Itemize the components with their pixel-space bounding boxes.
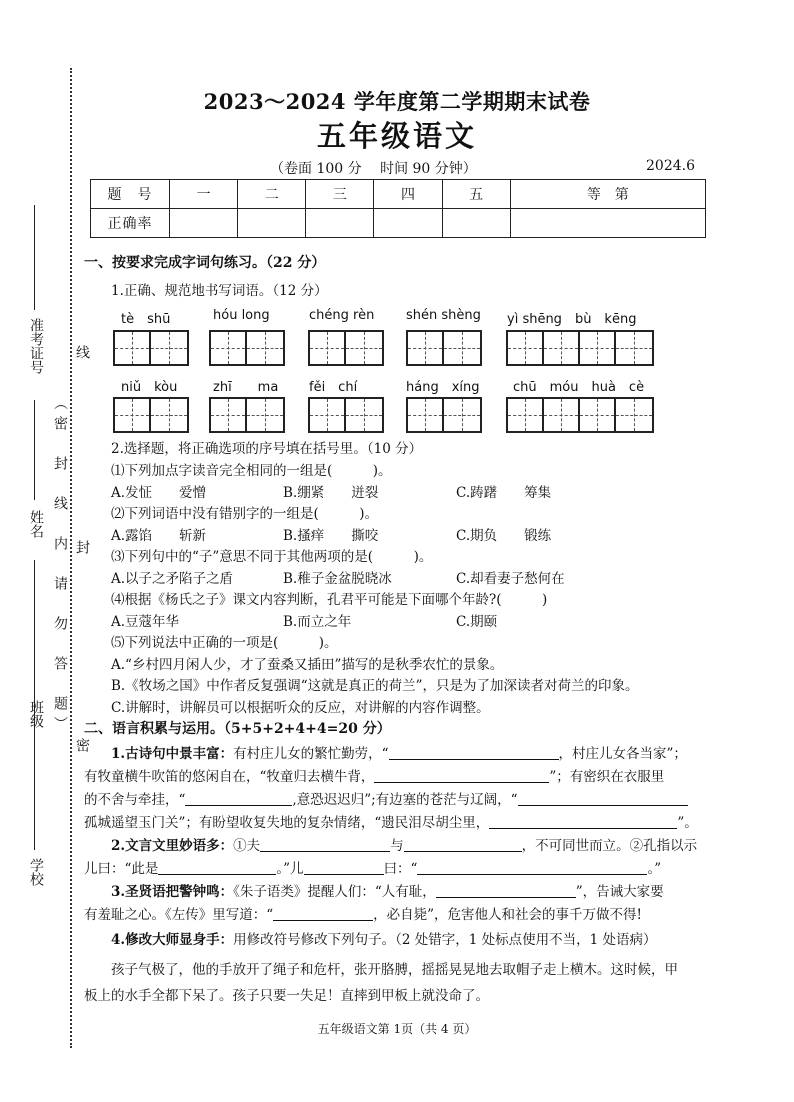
answer-blank[interactable] bbox=[489, 814, 677, 829]
q2-4-opt-c: C.期颐 bbox=[456, 614, 498, 630]
q2-1-stem: ⑴下列加点字读音完全相同的一组是( )。 bbox=[111, 463, 392, 479]
score-header-cell: 题 号 bbox=[91, 180, 170, 209]
q2-4-opt-a: A.豆蔻年华 bbox=[111, 614, 180, 630]
q2-5-stem: ⑸下列说法中正确的一项是( )。 bbox=[111, 635, 338, 651]
side-seal-notice: （密 封 线 内 请 勿 答 题） bbox=[52, 396, 68, 736]
score-cell[interactable] bbox=[170, 209, 238, 238]
writing-box[interactable] bbox=[308, 330, 384, 366]
score-rate-row bbox=[91, 209, 706, 238]
subject-title: 五年级语文 bbox=[316, 119, 477, 153]
side-name-line[interactable] bbox=[34, 400, 35, 500]
text: 的不舍与牵挂，“ bbox=[84, 792, 186, 808]
pinyin-3: chéng rèn bbox=[309, 308, 375, 323]
side-name-label: 姓名 bbox=[28, 510, 44, 538]
score-cell[interactable] bbox=[442, 209, 510, 238]
text: 有牧童横牛吹笛的悠闲自在，“牧童归去横牛背， bbox=[84, 769, 375, 785]
q2-2-opt-a: A.露馅 斩新 bbox=[111, 528, 207, 544]
q2-3-stem: ⑶下列句中的“子”意思不同于其他两项的是( )。 bbox=[111, 549, 433, 565]
s2-q4-passage-1: 孩子气极了，他的手放开了绳子和危杆，张开胳膊，摇摇晃晃地去取帽子走上横木。这时候，甲 bbox=[111, 962, 678, 978]
page-footer: 五年级语文第 1页（共 4 页） bbox=[317, 1022, 477, 1036]
text: 曰：“ bbox=[383, 861, 418, 877]
side-exam-no-label: 准考证号 bbox=[28, 318, 44, 374]
section2-title: 二、语言积累与运用。（5+5+2+4+4=20 分） bbox=[84, 721, 391, 737]
binding-dotted-line bbox=[70, 68, 72, 1048]
text: 。”儿 bbox=[276, 861, 304, 877]
text: ，不可同世而立。②孔指以示 bbox=[521, 838, 698, 854]
pinyin-2: hóu long bbox=[213, 308, 270, 323]
writing-box[interactable] bbox=[406, 397, 482, 433]
text: 与 bbox=[390, 838, 404, 854]
pinyin-10: chū móu huà cè bbox=[513, 380, 645, 395]
answer-blank[interactable] bbox=[374, 768, 549, 783]
answer-blank[interactable] bbox=[158, 860, 276, 875]
text: 儿曰：“此是 bbox=[84, 861, 159, 877]
exam-title: 2023～2024 学年度第二学期期末试卷 bbox=[203, 89, 591, 114]
pinyin-7: zhī ma bbox=[213, 380, 279, 395]
q2-2-opt-b: B.搔痒 撕咬 bbox=[283, 528, 379, 544]
score-table bbox=[90, 179, 706, 238]
side-exam-no-line[interactable] bbox=[34, 205, 35, 310]
score-cell[interactable] bbox=[374, 209, 442, 238]
s2-q1-label: 1.古诗句中景丰富： bbox=[111, 746, 234, 762]
section1-q2: 2.选择题，将正确选项的序号填在括号里。（10 分） bbox=[111, 441, 423, 457]
text: 有村庄儿女的繁忙勤劳，“ bbox=[233, 746, 389, 762]
answer-blank[interactable] bbox=[389, 745, 559, 760]
q2-3-opt-c: C.却看妻子愁何在 bbox=[456, 571, 565, 587]
score-header-cell: 五 bbox=[442, 180, 510, 209]
s2-q4-label: 4.修改大师显身手： bbox=[111, 932, 234, 948]
q2-3-opt-a: A.以子之矛陷子之盾 bbox=[111, 571, 234, 587]
exam-info: （卷面 100 分 时间 90 分钟） bbox=[270, 161, 477, 177]
q2-2-opt-c: C.期负 锻练 bbox=[456, 528, 552, 544]
q2-3-opt-b: B.稚子金盆脱晓冰 bbox=[283, 571, 392, 587]
side-mi: 密 bbox=[74, 738, 90, 752]
answer-blank[interactable] bbox=[304, 860, 384, 875]
side-school-label: 学校 bbox=[28, 858, 44, 886]
text: ，村庄儿女各当家”； bbox=[558, 746, 687, 762]
s2-q1-line1 bbox=[111, 742, 687, 762]
text: ①夫 bbox=[233, 838, 261, 854]
s2-q3-line1 bbox=[111, 880, 664, 900]
writing-box[interactable] bbox=[506, 330, 654, 366]
q2-4-opt-b: B.而立之年 bbox=[283, 614, 352, 630]
section1-q1: 1.正确、规范地书写词语。（12 分） bbox=[111, 283, 328, 299]
s2-q1-line4 bbox=[84, 811, 698, 831]
q2-2-stem: ⑵下列词语中没有错别字的一组是( )。 bbox=[111, 506, 379, 522]
answer-blank[interactable] bbox=[417, 860, 647, 875]
writing-box[interactable] bbox=[308, 397, 384, 433]
writing-box[interactable] bbox=[209, 397, 285, 433]
s2-q2-label: 2.文言文里妙语多： bbox=[111, 838, 234, 854]
answer-blank[interactable] bbox=[404, 837, 522, 852]
score-header-cell: 一 bbox=[170, 180, 238, 209]
s2-q3-line2 bbox=[84, 903, 642, 923]
answer-blank[interactable] bbox=[436, 883, 576, 898]
q2-1-opt-a: A.发怔 爱憎 bbox=[111, 485, 207, 501]
side-class-label: 班级 bbox=[28, 700, 44, 728]
q2-1-opt-c: C.踌躇 筹集 bbox=[456, 485, 552, 501]
q2-5-opt-b: B.《牧场之国》中作者反复强调“这就是真正的荷兰”，只是为了加深读者对荷兰的印象。 bbox=[111, 678, 639, 694]
section1-title: 一、按要求完成字词句练习。（22 分） bbox=[84, 255, 326, 271]
score-cell[interactable] bbox=[238, 209, 306, 238]
score-header-row bbox=[91, 180, 706, 209]
writing-box[interactable] bbox=[113, 397, 189, 433]
answer-blank[interactable] bbox=[273, 906, 373, 921]
side-class-line[interactable] bbox=[34, 560, 35, 690]
text: ”，告诫大家要 bbox=[575, 884, 664, 900]
s2-q1-line3 bbox=[84, 788, 688, 808]
pinyin-8: fěi chí bbox=[309, 380, 358, 395]
score-cell[interactable] bbox=[510, 209, 705, 238]
pinyin-9: háng xíng bbox=[406, 380, 480, 395]
text: ，必自毙”，危害他人和社会的事千万做不得! bbox=[373, 907, 642, 923]
score-header-cell: 二 bbox=[238, 180, 306, 209]
text: 。” bbox=[647, 861, 662, 877]
writing-box[interactable] bbox=[506, 397, 654, 433]
q2-4-stem: ⑷根据《杨氏之子》课文内容判断，孔君平可能是下面哪个年龄?( ) bbox=[111, 592, 548, 608]
score-header-cell: 等 第 bbox=[510, 180, 705, 209]
pinyin-5: yì shēng bù kēng bbox=[507, 312, 637, 327]
writing-box[interactable] bbox=[113, 330, 189, 366]
text: 孤城遥望玉门关”；有盼望收复失地的复杂情绪，“遗民泪尽胡尘里， bbox=[84, 815, 490, 831]
text: 用修改符号修改下列句子。（2 处错字，1 处标点使用不当，1 处语病） bbox=[233, 932, 657, 948]
q2-5-opt-c: C.讲解时，讲解员可以根据听众的反应，对讲解的内容作调整。 bbox=[111, 700, 490, 716]
side-xian: 线 bbox=[74, 345, 90, 359]
s2-q4-passage-2: 板上的水手全都下呆了。孩子只要一失足！直摔到甲板上就没命了。 bbox=[84, 988, 489, 1004]
q2-5-opt-a: A.“乡村四月闲人少，才了蚕桑又插田”描写的是秋季农忙的景象。 bbox=[111, 657, 504, 673]
text: 《朱子语类》提醒人们：“人有耻， bbox=[233, 884, 436, 900]
s2-q1-line2 bbox=[84, 765, 664, 785]
score-header-cell: 三 bbox=[306, 180, 374, 209]
writing-box[interactable] bbox=[406, 330, 482, 366]
q2-1-opt-b: B.绷紧 迸裂 bbox=[283, 485, 379, 501]
text: ,意恐迟迟归”;有边塞的苍茫与辽阔，“ bbox=[292, 792, 518, 808]
s2-q3-label: 3.圣贤语把警钟鸣： bbox=[111, 884, 234, 900]
score-cell[interactable] bbox=[306, 209, 374, 238]
s2-q2-line1 bbox=[111, 834, 697, 854]
exam-date: 2024.6 bbox=[646, 158, 695, 174]
answer-blank[interactable] bbox=[518, 791, 688, 806]
pinyin-4: shén shèng bbox=[406, 308, 481, 323]
s2-q4-line1 bbox=[111, 928, 656, 948]
pinyin-1: tè shū bbox=[121, 312, 171, 327]
side-feng: 封 bbox=[74, 540, 90, 554]
s2-q2-line2 bbox=[84, 857, 661, 877]
score-header-cell: 四 bbox=[374, 180, 442, 209]
text: ”；有密织在衣服里 bbox=[549, 769, 665, 785]
text: 有羞耻之心。《左传》里写道：“ bbox=[84, 907, 274, 923]
text: ”。 bbox=[677, 815, 698, 831]
writing-box[interactable] bbox=[209, 330, 285, 366]
answer-blank[interactable] bbox=[185, 791, 292, 806]
answer-blank[interactable] bbox=[260, 837, 390, 852]
score-rate-label: 正确率 bbox=[91, 209, 170, 238]
pinyin-6: niǔ kòu bbox=[121, 380, 178, 395]
